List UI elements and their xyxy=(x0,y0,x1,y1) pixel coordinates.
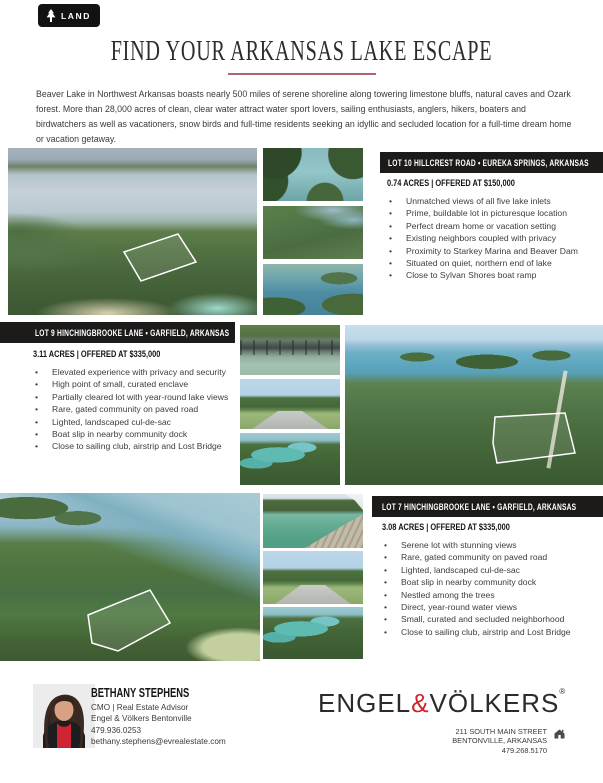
bullet-item: • Direct, year-round water views xyxy=(382,601,592,613)
bullet-item: • Situated on quiet, northern end of lake xyxy=(387,257,587,269)
address-street: 211 SOUTH MAIN STREET xyxy=(455,727,547,736)
listing-1-photo-lake-through-trees xyxy=(263,148,363,201)
agent-company: Engel & Völkers Bentonville xyxy=(91,714,192,724)
listing-1-offer: 0.74 ACRES | OFFERED AT $150,000 xyxy=(387,178,515,189)
bullet-item: • Proximity to Starkey Marina and Beaver Dam xyxy=(387,245,587,257)
listing-2-header: LOT 9 HINCHINGBROOKE LANE • GARFIELD, ARKANSAS xyxy=(35,327,230,338)
listing-3-header: LOT 7 HINCHINGBROOKE LANE • GARFIELD, ARKANSAS xyxy=(382,501,577,512)
bullet-item: • Serene lot with stunning views xyxy=(382,539,592,551)
title-divider xyxy=(228,73,376,75)
bullet-item: • Lighted, landscaped cul-de-sac xyxy=(33,416,248,428)
bullet-item: • Existing neighbors coupled with privacy xyxy=(387,232,587,244)
agent-photo xyxy=(33,684,95,748)
bullet-item: • Elevated experience with privacy and security xyxy=(33,366,248,378)
office-address xyxy=(452,727,547,755)
listing-1-photo-forest-ridge xyxy=(263,206,363,259)
bullet-item: • Partially cleared lot with year-round lake views xyxy=(33,391,248,403)
bullet-item: • Boat slip in nearby community dock xyxy=(382,576,592,588)
listing-1-main-photo xyxy=(8,148,257,315)
bullet-item: • High point of small, curated enclave xyxy=(33,378,248,390)
listing-2-photo-community-dock xyxy=(240,325,340,375)
listing-2-photo-lake-inlet xyxy=(240,433,340,485)
agent-details xyxy=(91,702,226,748)
address-phone: 479.268.5170 xyxy=(501,745,547,755)
logo-volkers: VÖLKERS xyxy=(429,688,560,718)
bullet-item: • Close to sailing club, airstrip and Lost Bridge xyxy=(382,626,592,638)
listing-3-photo-lake-inlet xyxy=(263,607,363,659)
bullet-item: • Prime, buildable lot in picturesque location xyxy=(387,207,587,219)
listing-2-bullets xyxy=(33,366,248,453)
bullet-item: • Rare, gated community on paved road xyxy=(33,403,248,415)
listing-2-offer: 3.11 ACRES | OFFERED AT $335,000 xyxy=(33,349,161,360)
listing-1-header-bar xyxy=(380,152,603,173)
page-title: FIND YOUR ARKANSAS LAKE ESCAPE xyxy=(110,36,493,67)
listing-3-offer: 3.08 ACRES | OFFERED AT $335,000 xyxy=(382,522,510,533)
registered-mark: ® xyxy=(559,687,566,696)
agent-email: bethany.stephens@evrealestate.com xyxy=(91,737,226,747)
bullet-item: • Perfect dream home or vacation setting xyxy=(387,220,587,232)
property-outline xyxy=(8,148,257,315)
property-outline xyxy=(345,325,603,485)
listing-3-header-bar xyxy=(372,496,603,517)
bullet-item: • Lighted, landscaped cul-de-sac xyxy=(382,564,592,576)
bullet-item: • Rare, gated community on paved road xyxy=(382,551,592,563)
bullet-item: • Boat slip in nearby community dock xyxy=(33,428,248,440)
logo-ampersand: & xyxy=(411,688,430,718)
bullet-item: • Close to sailing club, airstrip and Lost Bridge xyxy=(33,440,248,452)
agent-portrait-image xyxy=(33,684,95,748)
listing-2-photo-paved-road xyxy=(240,379,340,429)
logo-engel: ENGEL xyxy=(318,688,412,718)
listing-1-header: LOT 10 HILLCREST ROAD • EUREKA SPRINGS, ARKANSAS xyxy=(388,157,589,168)
listing-1-bullets xyxy=(387,195,587,282)
land-badge xyxy=(38,4,100,27)
tree-icon xyxy=(45,9,57,22)
agent-title: CMO | Real Estate Advisor xyxy=(91,703,189,712)
house-icon xyxy=(554,729,565,739)
property-outline xyxy=(0,493,260,661)
listing-3-main-photo xyxy=(0,493,260,661)
address-city: BENTONVILLE, ARKANSAS xyxy=(452,736,547,746)
listing-1-photo-lake-aerial xyxy=(263,264,363,315)
listing-3-photo-dock-deck xyxy=(263,494,363,548)
bullet-item: • Unmatched views of all five lake inlets xyxy=(387,195,587,207)
agent-phone: 479.936.0253 xyxy=(91,725,142,735)
bullet-item: • Small, curated and secluded neighborhood xyxy=(382,613,592,625)
listing-3-photo-paved-road xyxy=(263,551,363,604)
bullet-item: • Nestled among the trees xyxy=(382,589,592,601)
land-badge-label: LAND xyxy=(61,10,92,21)
listing-3-bullets xyxy=(382,539,592,638)
engel-volkers-logo xyxy=(318,687,565,719)
agent-name: BETHANY STEPHENS xyxy=(91,686,190,700)
listing-2-main-photo xyxy=(345,325,603,485)
bullet-item: • Close to Sylvan Shores boat ramp xyxy=(387,269,587,281)
listing-2-header-bar xyxy=(0,322,235,343)
intro-paragraph: Beaver Lake in Northwest Arkansas boasts nearly 500 miles of serene shoreline along towering limestone bluffs, natural caves and Ozark forest. More than 28,000 acres of clean, clear water attract water sport lovers, sailing enthusiasts, anglers, hikers, boaters and birdwatchers as well as vacationers, snow birds and full-time residents seeking an idyllic and secluded location for a full-time dream home or vacation getaway. xyxy=(36,89,572,144)
